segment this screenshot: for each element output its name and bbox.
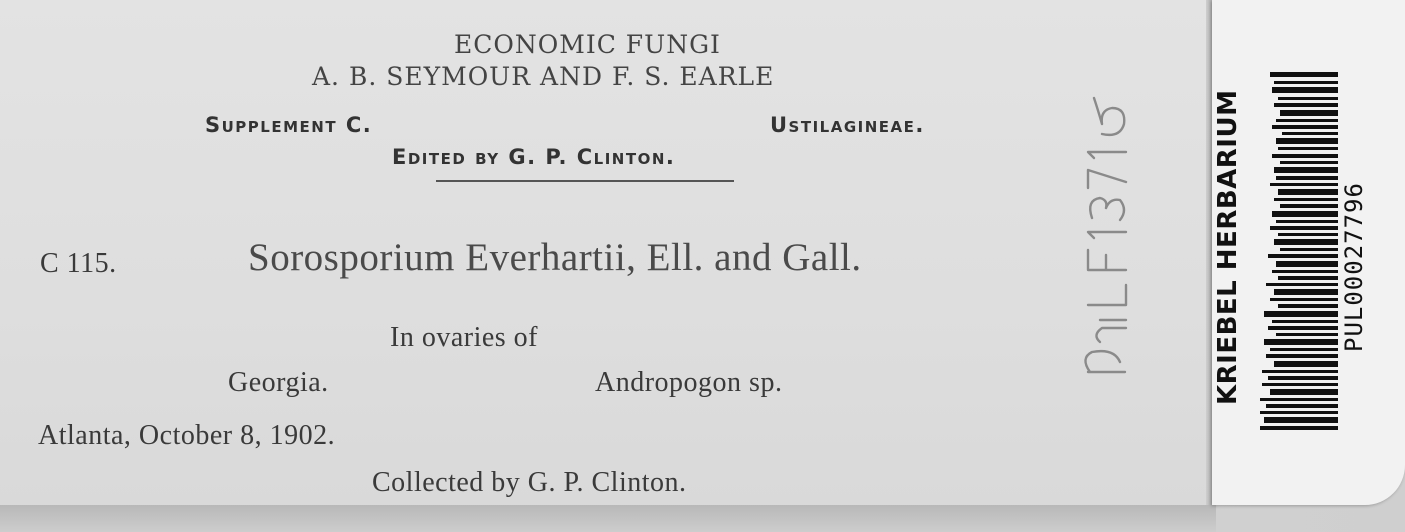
species-name: Sorosporium Everhartii, Ell. and Gall. bbox=[248, 236, 862, 279]
host-label: Andropogon sp. bbox=[595, 367, 783, 398]
label-bottom-shadow bbox=[0, 505, 1216, 532]
herbarium-name: KRIEBEL HERBARIUM bbox=[1213, 89, 1243, 405]
header-title: ECONOMIC FUNGI bbox=[454, 30, 721, 59]
specimen-number: C 115. bbox=[40, 248, 117, 279]
state-label: Georgia. bbox=[228, 367, 329, 398]
header-divider bbox=[436, 180, 734, 182]
header-authors: A. B. SEYMOUR AND F. S. EARLE bbox=[312, 62, 775, 91]
barcode-number: PUL00027796 bbox=[1340, 182, 1368, 352]
group-label: Ustilagineae. bbox=[770, 113, 925, 137]
habitat-prefix: In ovaries of bbox=[390, 322, 539, 353]
collector-label: Collected by G. P. Clinton. bbox=[372, 467, 687, 498]
editor-label: Edited by G. P. Clinton. bbox=[392, 145, 676, 169]
handwritten-accession-number bbox=[1080, 80, 1140, 380]
supplement-label: Supplement C. bbox=[205, 113, 373, 137]
locality-date: Atlanta, October 8, 1902. bbox=[38, 420, 336, 451]
